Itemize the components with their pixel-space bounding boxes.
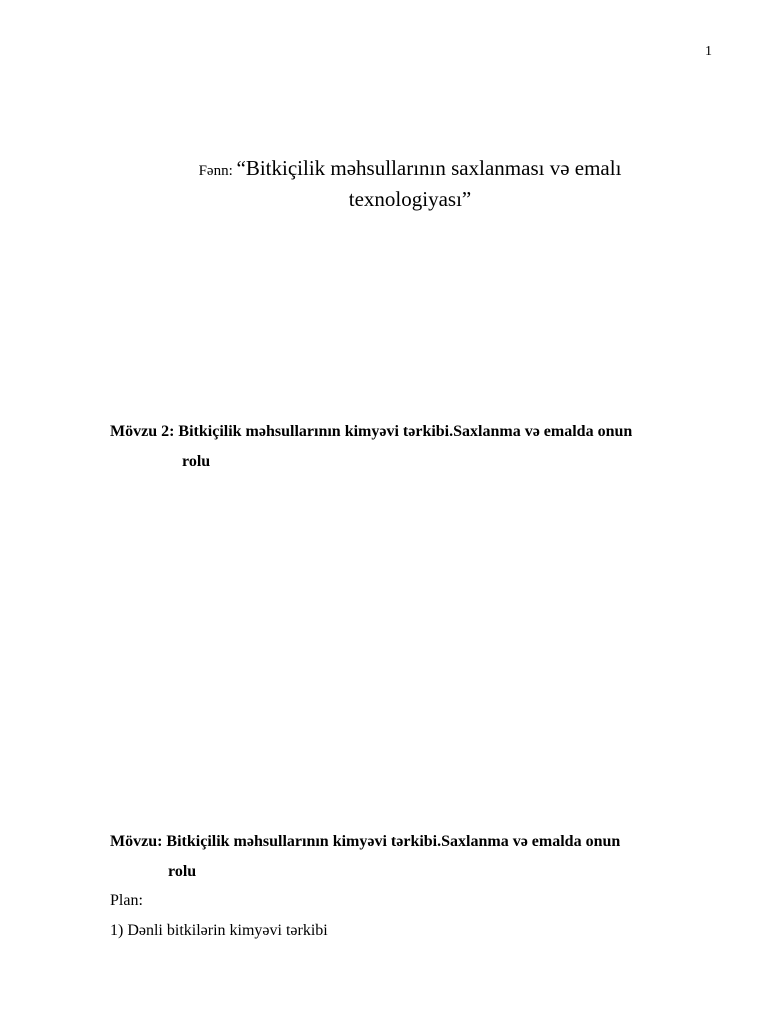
subject-name-part2: texnologiyası” bbox=[348, 187, 472, 211]
topic-numbered-heading bbox=[110, 417, 730, 477]
topic-line2: rolu bbox=[168, 863, 197, 880]
page-number: 1 bbox=[705, 44, 712, 59]
subject-name-part1: “Bitkiçilik məhsullarının saxlanması və emalı bbox=[236, 156, 622, 180]
subject-title-block bbox=[100, 154, 720, 213]
topic-numbered-line1: Mövzu 2: Bitkiçilik məhsullarının kimyəvi tərkibi.Saxlanma və emalda onun bbox=[110, 423, 633, 440]
subject-label: Fənn: bbox=[198, 163, 237, 179]
topic-numbered-line2: rolu bbox=[182, 453, 211, 470]
plan-item: 1) Dənli bitkilərin kimyəvi tərkibi bbox=[110, 922, 328, 939]
plan-section bbox=[110, 886, 328, 946]
plan-heading: Plan: bbox=[110, 892, 143, 909]
topic-line1: Mövzu: Bitkiçilik məhsullarının kimyəvi tərkibi.Saxlanma və emalda onun bbox=[110, 833, 621, 850]
subject-title-line1 bbox=[100, 154, 720, 185]
topic-heading bbox=[110, 827, 730, 887]
